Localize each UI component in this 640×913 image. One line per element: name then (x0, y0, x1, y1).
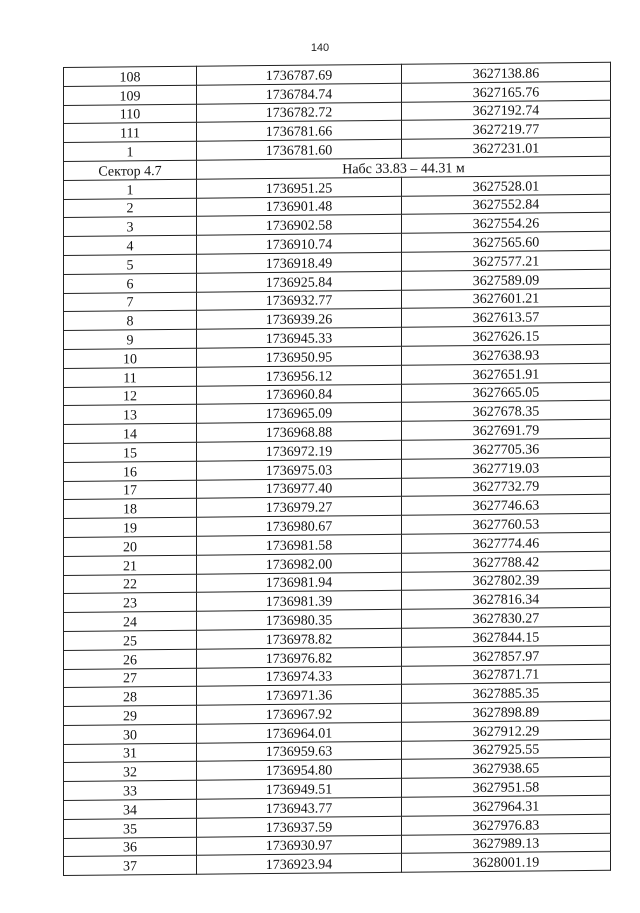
x-coordinate-cell: 1736968.88 (197, 421, 402, 442)
x-coordinate-cell: 1736956.12 (197, 365, 402, 386)
x-coordinate-cell: 1736980.35 (197, 609, 402, 630)
point-number-cell: 22 (64, 574, 197, 594)
y-coordinate-cell: 3627788.42 (402, 551, 611, 572)
point-number-cell: 26 (64, 649, 197, 669)
y-coordinate-cell: 3627760.53 (402, 513, 611, 534)
y-coordinate-cell: 3627651.91 (402, 363, 611, 384)
x-coordinate-cell: 1736965.09 (197, 403, 402, 424)
y-coordinate-cell: 3627528.01 (402, 175, 611, 196)
point-number-cell: 3 (64, 217, 197, 237)
y-coordinate-cell: 3627231.01 (402, 137, 611, 158)
x-coordinate-cell: 1736787.69 (197, 64, 402, 85)
point-number-cell: 19 (64, 517, 197, 537)
y-coordinate-cell: 3627774.46 (402, 532, 611, 553)
x-coordinate-cell: 1736951.25 (197, 177, 402, 198)
point-number-cell: 111 (64, 123, 197, 143)
point-number-cell: 2 (64, 198, 197, 218)
y-coordinate-cell: 3627964.31 (402, 795, 611, 816)
y-coordinate-cell: 3627192.74 (402, 100, 611, 121)
x-coordinate-cell: 1736978.82 (197, 628, 402, 649)
point-number-cell: 6 (64, 273, 197, 293)
y-coordinate-cell: 3627816.34 (402, 589, 611, 610)
point-number-cell: 16 (64, 461, 197, 481)
point-number-cell: 23 (64, 593, 197, 613)
x-coordinate-cell: 1736981.94 (197, 572, 402, 593)
y-coordinate-cell: 3627552.84 (402, 194, 611, 215)
y-coordinate-cell: 3627938.65 (402, 758, 611, 779)
point-number-cell: 17 (64, 480, 197, 500)
x-coordinate-cell: 1736954.80 (197, 760, 402, 781)
y-coordinate-cell: 3627885.35 (402, 683, 611, 704)
y-coordinate-cell: 3627732.79 (402, 476, 611, 497)
y-coordinate-cell: 3627705.36 (402, 438, 611, 459)
point-number-cell: 7 (64, 292, 197, 312)
x-coordinate-cell: 1736930.97 (197, 835, 402, 856)
point-number-cell: 110 (64, 104, 197, 124)
point-number-cell: 4 (64, 235, 197, 255)
x-coordinate-cell: 1736949.51 (197, 779, 402, 800)
x-coordinate-cell: 1736937.59 (197, 816, 402, 837)
point-number-cell: 33 (64, 780, 197, 800)
x-coordinate-cell: 1736981.39 (197, 591, 402, 612)
point-number-cell: 27 (64, 668, 197, 688)
point-number-cell: 9 (64, 329, 197, 349)
y-coordinate-cell: 3627802.39 (402, 570, 611, 591)
x-coordinate-cell: 1736943.77 (197, 797, 402, 818)
point-number-cell: 15 (64, 442, 197, 462)
point-number-cell: 12 (64, 386, 197, 406)
x-coordinate-cell: 1736939.26 (197, 309, 402, 330)
point-number-cell: 32 (64, 762, 197, 782)
point-number-cell: 8 (64, 311, 197, 331)
y-coordinate-cell: 3627138.86 (402, 62, 611, 83)
y-coordinate-cell: 3627165.76 (402, 81, 611, 102)
point-number-cell: 18 (64, 499, 197, 519)
y-coordinate-cell: 3627989.13 (402, 833, 611, 854)
point-number-cell: 31 (64, 743, 197, 763)
point-number-cell: 25 (64, 630, 197, 650)
y-coordinate-cell: 3627844.15 (402, 626, 611, 647)
y-coordinate-cell: 3627951.58 (402, 777, 611, 798)
y-coordinate-cell: 3627898.89 (402, 701, 611, 722)
x-coordinate-cell: 1736975.03 (197, 459, 402, 480)
y-coordinate-cell: 3627976.83 (402, 814, 611, 835)
point-number-cell: 10 (64, 348, 197, 368)
x-coordinate-cell: 1736784.74 (197, 83, 402, 104)
x-coordinate-cell: 1736960.84 (197, 384, 402, 405)
section-note-cell: Набс 33.83 – 44.31 м (197, 156, 611, 179)
coordinates-table (63, 62, 611, 877)
x-coordinate-cell: 1736781.60 (197, 139, 402, 160)
point-number-cell: 36 (64, 837, 197, 857)
point-number-cell: 1 (64, 179, 197, 199)
y-coordinate-cell: 3627638.93 (402, 344, 611, 365)
y-coordinate-cell: 3627626.15 (402, 325, 611, 346)
x-coordinate-cell: 1736910.74 (197, 233, 402, 254)
point-number-cell: 24 (64, 611, 197, 631)
point-number-cell: 5 (64, 254, 197, 274)
y-coordinate-cell: 3627613.57 (402, 307, 611, 328)
point-number-cell: 35 (64, 818, 197, 838)
x-coordinate-cell: 1736971.36 (197, 685, 402, 706)
y-coordinate-cell: 3627871.71 (402, 664, 611, 685)
point-number-cell: 30 (64, 724, 197, 744)
x-coordinate-cell: 1736980.67 (197, 515, 402, 536)
table-row (64, 852, 611, 876)
y-coordinate-cell: 3627719.03 (402, 457, 611, 478)
y-coordinate-cell: 3627219.77 (402, 119, 611, 140)
x-coordinate-cell: 1736901.48 (197, 196, 402, 217)
y-coordinate-cell: 3627589.09 (402, 269, 611, 290)
y-coordinate-cell: 3627678.35 (402, 401, 611, 422)
x-coordinate-cell: 1736979.27 (197, 497, 402, 518)
point-number-cell: 108 (64, 66, 197, 86)
y-coordinate-cell: 3628001.19 (402, 852, 611, 873)
y-coordinate-cell: 3627912.29 (402, 720, 611, 741)
y-coordinate-cell: 3627665.05 (402, 382, 611, 403)
x-coordinate-cell: 1736925.84 (197, 271, 402, 292)
y-coordinate-cell: 3627565.60 (402, 231, 611, 252)
point-number-cell: 34 (64, 799, 197, 819)
coordinates-table-body (64, 62, 611, 876)
x-coordinate-cell: 1736974.33 (197, 666, 402, 687)
x-coordinate-cell: 1736967.92 (197, 703, 402, 724)
y-coordinate-cell: 3627830.27 (402, 607, 611, 628)
y-coordinate-cell: 3627857.97 (402, 645, 611, 666)
y-coordinate-cell: 3627554.26 (402, 213, 611, 234)
x-coordinate-cell: 1736959.63 (197, 741, 402, 762)
coordinates-table-wrapper (63, 62, 607, 876)
y-coordinate-cell: 3627925.55 (402, 739, 611, 760)
point-number-cell: 14 (64, 423, 197, 443)
point-number-cell: 109 (64, 85, 197, 105)
x-coordinate-cell: 1736972.19 (197, 440, 402, 461)
x-coordinate-cell: 1736950.95 (197, 346, 402, 367)
x-coordinate-cell: 1736918.49 (197, 252, 402, 273)
point-number-cell: 13 (64, 405, 197, 425)
x-coordinate-cell: 1736982.00 (197, 553, 402, 574)
point-number-cell: 11 (64, 367, 197, 387)
x-coordinate-cell: 1736932.77 (197, 290, 402, 311)
x-coordinate-cell: 1736945.33 (197, 327, 402, 348)
x-coordinate-cell: 1736977.40 (197, 478, 402, 499)
x-coordinate-cell: 1736964.01 (197, 722, 402, 743)
point-number-cell: 37 (64, 856, 197, 876)
page-number: 140 (310, 42, 330, 54)
point-number-cell: 29 (64, 705, 197, 725)
point-number-cell: 28 (64, 687, 197, 707)
x-coordinate-cell: 1736902.58 (197, 215, 402, 236)
x-coordinate-cell: 1736782.72 (197, 102, 402, 123)
point-number-cell: 20 (64, 536, 197, 556)
point-number-cell: 1 (64, 141, 197, 161)
y-coordinate-cell: 3627601.21 (402, 288, 611, 309)
point-number-cell: 21 (64, 555, 197, 575)
y-coordinate-cell: 3627577.21 (402, 250, 611, 271)
y-coordinate-cell: 3627691.79 (402, 419, 611, 440)
x-coordinate-cell: 1736981.58 (197, 534, 402, 555)
x-coordinate-cell: 1736923.94 (197, 854, 402, 875)
x-coordinate-cell: 1736976.82 (197, 647, 402, 668)
x-coordinate-cell: 1736781.66 (197, 121, 402, 142)
y-coordinate-cell: 3627746.63 (402, 495, 611, 516)
section-label-cell: Сектор 4.7 (64, 160, 197, 180)
